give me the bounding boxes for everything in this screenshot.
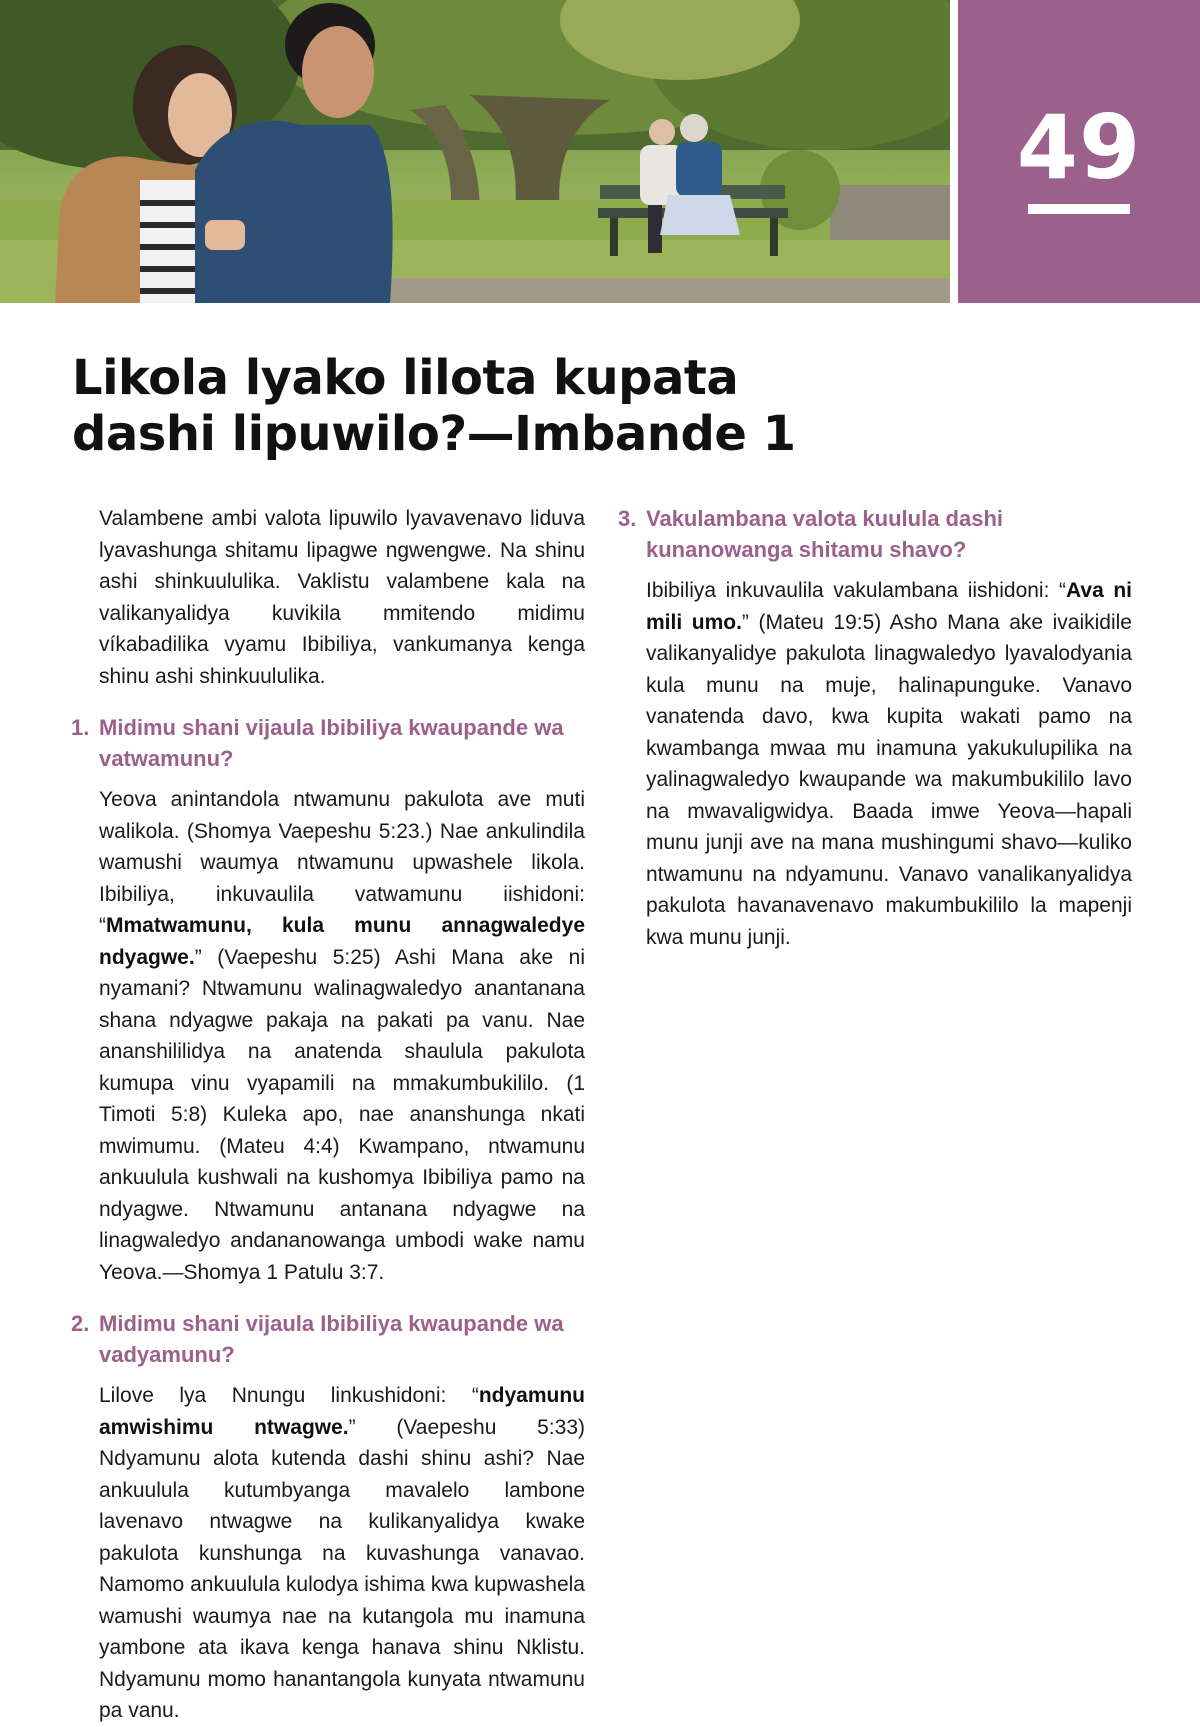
intro-paragraph: Valambene ambi valota lipuwilo lyavavenavo liduva lyavashunga shitamu lipagwe ngwengwe. Na shinu ashi shinkuululika. Vaklistu valambene kala na valikanyalidya kuvikila mmitendo midimu víkabadilika vyamu Ibibiliya, vankumanya kenga shinu ashi shinkuululika. — [99, 507, 585, 688]
question-number: 1. — [71, 715, 90, 740]
question-heading-2 — [71, 1308, 585, 1370]
answer-paragraph-2 — [99, 1380, 585, 1727]
lesson-number: 49 — [1016, 96, 1142, 199]
question-heading-3 — [618, 503, 1132, 565]
question-heading-1 — [71, 712, 585, 774]
question-text: Midimu shani vijaula Ibibiliya kwaupande wa vatwamunu? — [99, 715, 564, 771]
lesson-number-underline — [1028, 204, 1130, 214]
answer-paragraph-3 — [646, 575, 1132, 953]
scripture-quote: Ava ni mili umo. — [646, 579, 1132, 634]
answer-text: Lilove lya Nnungu linkushidoni: “ — [99, 1384, 479, 1407]
page-title-line-2: dashi lipuwilo?—Imbande 1 — [72, 406, 796, 462]
page-title-line-1: Likola lyako lilota kupata — [72, 350, 739, 406]
lesson-number-badge — [958, 0, 1200, 303]
scripture-quote: Mmatwamunu, kula munu annagwaledye ndyagwe. — [99, 914, 585, 969]
answer-paragraph-1 — [99, 784, 585, 1288]
answer-text: Ibibiliya inkuvaulila vakulambana iishidoni: “ — [646, 579, 1066, 602]
answer-text: ” (Mateu 19:5) Asho Mana ake ivaikidile valikanyalidye pakulota linagwaledyo lyavalodyania kula munu na muje, halinapunguke. Vanavo vanatenda davo, kwa kupita wakati pamo na kwambanga mwaa mu inamuna yakukulupilika na yalinagwaledyo kwaupande wa makumbukililo lavo na mwavaligwidya. Baada imwe Yeova—hapali munu junji ave na mana mushingumi shavo—kuliko ntwamunu na ndyamunu. Vanavo vanalikanyalidya pakulota havanavenavo makumbukililo la mapenji kwa munu junji. — [646, 610, 1132, 949]
answer-text: Yeova anintandola ntwamunu pakulota ave muti walikola. (Shomya Vaepeshu 5:23.) Nae ankulindila wamushi waumya ntwamunu upwashele likola. Ibibiliya, inkuvaulila vatwamunu iishidoni: “ — [99, 788, 585, 937]
header-photo — [0, 0, 950, 303]
page-title — [72, 350, 1132, 462]
question-number: 2. — [71, 1311, 90, 1336]
park-scene-illustration — [0, 0, 950, 303]
answer-text: ” (Vaepeshu 5:33) Ndyamunu alota kutenda dashi shinu ashi? Nae ankuulula kutumbyanga mavalelo lambone lavenavo ntwagwe na kulikanyalidya kwake pakulota kunshunga na kuvashunga vanavao. Namomo ankuulula kulodya ishima kwa kupwashela wamushi waumya nae na kutangola mu inamuna yambone ata ikava kenga hanava shinu Nklistu. Ndyamunu momo hanantangola kunyata ntwamunu pa vanu. — [99, 1415, 585, 1722]
answer-text: ” (Vaepeshu 5:25) Ashi Mana ake ni nyamani? Ntwamunu walinagwaledyo anantanana shana ndyagwe pakaja na pakati pa vanu. Nae ananshililidya na anatenda shaulula pakulota kumupa vinu vyapamili na mmakumbukililo. (1 Timoti 5:8) Kuleka apo, nae ananshunga nkati mwimumu. (Mateu 4:4) Kwampano, ntwamunu ankuulula kushwali na kushomya Ibibiliya pamo na ndyagwe. Ntwamunu antanana ndyagwe na linagwaledyo andananowanga umbodi wake namu Yeova.—Shomya 1 Patulu 3:7. — [99, 945, 585, 1284]
question-text: Vakulambana valota kuulula dashi kunanowanga shitamu shavo? — [646, 506, 1004, 562]
question-number: 3. — [618, 506, 637, 531]
right-column — [618, 503, 1132, 953]
question-text: Midimu shani vijaula Ibibiliya kwaupande wa vadyamunu? — [99, 1311, 564, 1367]
scripture-quote: ndyamunu amwishimu ntwagwe. — [99, 1384, 585, 1439]
